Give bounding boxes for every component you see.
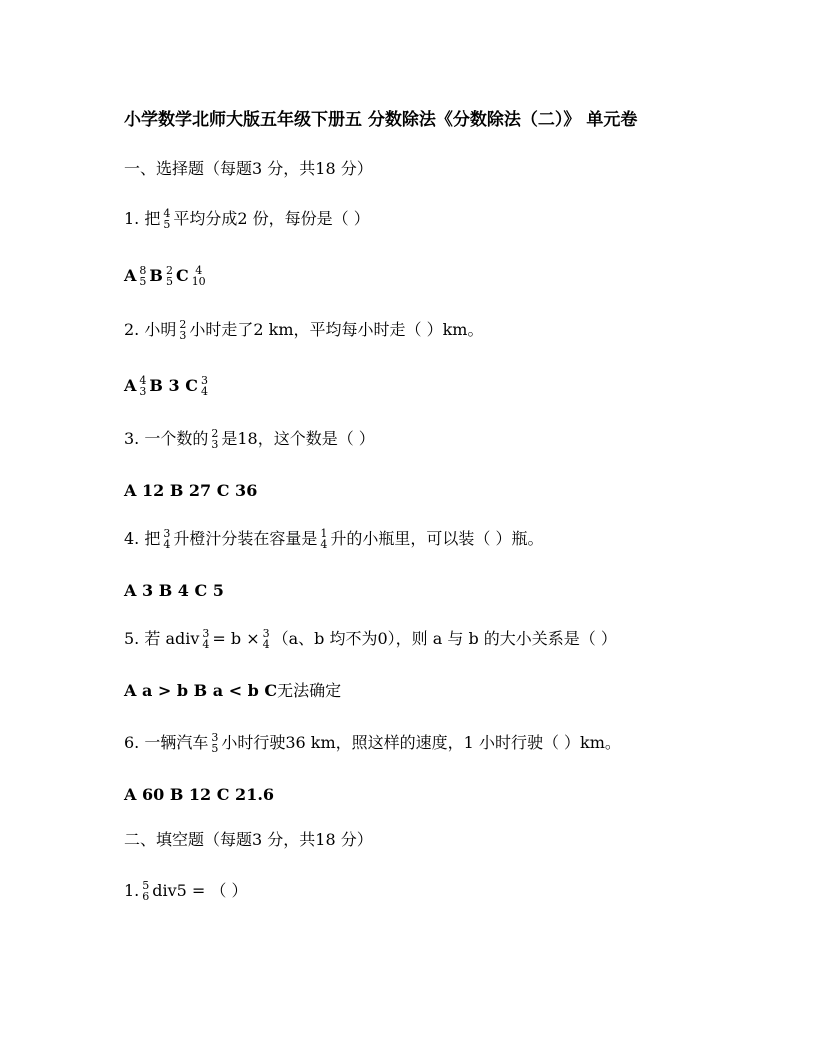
fraction-denominator: 4 [163,538,171,551]
options-3: A 12 B 27 C 36 [124,481,258,500]
question-text: 是18，这个数是（ ） [221,429,375,448]
fraction [162,528,171,550]
fraction-numerator: 4 [139,374,147,387]
question-text: = b × [212,629,260,648]
options-2 [124,375,211,397]
question-text: 1. [124,881,140,900]
fraction-denominator: 4 [200,385,208,398]
fraction-numerator: 3 [200,374,208,387]
fraction [200,375,209,397]
fraction-denominator: 3 [211,438,219,451]
question-text: 平均分成2 份，每份是（ ） [173,209,370,228]
fraction-denominator: 3 [139,385,147,398]
fraction [319,528,328,550]
fraction-numerator: 4 [195,264,203,277]
fraction-numerator: 3 [211,731,219,744]
question-text: 小时走了2 km，平均每小时走（ ）km。 [189,320,484,339]
options-5 [124,680,341,702]
fraction-denominator: 6 [142,890,150,903]
question-5 [124,628,617,650]
fraction [141,880,150,902]
fraction [138,265,147,287]
fraction [201,628,210,650]
question-2 [124,319,483,341]
fraction-denominator: 4 [320,538,328,551]
question-6 [124,732,621,754]
fraction-denominator: 5 [163,218,171,231]
fraction-numerator: 3 [202,627,210,640]
fraction-denominator: 5 [211,742,219,755]
question-text: 1. 把 [124,209,161,228]
option-label: C [175,266,189,285]
fraction-denominator: 4 [202,638,210,651]
question-text: 5. 若 adiv [124,629,200,648]
fraction [262,628,271,650]
question-1 [124,208,370,230]
fraction-numerator: 5 [142,879,150,892]
fraction [178,319,187,341]
option-text: 无法确定 [277,681,342,700]
option-label: A a > b B a < b C [124,681,278,700]
question-text: 4. 把 [124,529,161,548]
question-4 [124,528,543,550]
fraction-numerator: 1 [320,527,328,540]
fraction-numerator: 3 [163,527,171,540]
fraction-denominator: 5 [139,275,147,288]
fraction-numerator: 2 [179,318,187,331]
question-text: div5 = （ ） [152,881,248,900]
fraction-denominator: 5 [165,275,173,288]
option-label: A [124,376,137,395]
question-3 [124,428,375,450]
fraction [191,265,207,287]
options-6: A 60 B 12 C 21.6 [124,785,275,804]
question-text: 6. 一辆汽车 [124,733,209,752]
fraction [210,428,219,450]
fraction-numerator: 2 [211,427,219,440]
option-label: B [149,266,163,285]
question-text: 3. 一个数的 [124,429,209,448]
question-text: 升的小瓶里，可以装（ ）瓶。 [330,529,544,548]
options-1 [124,265,209,287]
fraction-denominator: 10 [191,275,206,288]
options-4: A 3 B 4 C 5 [124,581,224,600]
fraction [165,265,174,287]
option-label: B 3 C [149,376,198,395]
fraction-denominator: 4 [262,638,270,651]
section-choice-heading: 一、选择题（每题3 分，共18 分） [124,159,373,178]
option-label: A [124,266,137,285]
fraction [210,732,219,754]
fill-question-1 [124,880,248,902]
section-fill-heading: 二、填空题（每题3 分，共18 分） [124,830,373,849]
fraction-denominator: 3 [179,329,187,342]
fraction-numerator: 8 [139,264,147,277]
question-text: 2. 小明 [124,320,177,339]
question-text: 升橙汁分装在容量是 [173,529,318,548]
fraction [138,375,147,397]
fraction-numerator: 4 [163,207,171,220]
document-title: 小学数学北师大版五年级下册五 分数除法《分数除法（二）》 单元卷 [124,110,638,130]
question-text: （a、b 均不为0），则 a 与 b 的大小关系是（ ） [272,629,617,648]
question-text: 小时行驶36 km，照这样的速度，1 小时行驶（ ）km。 [221,733,621,752]
fraction-numerator: 3 [262,627,270,640]
fraction-numerator: 2 [165,264,173,277]
fraction [162,208,171,230]
